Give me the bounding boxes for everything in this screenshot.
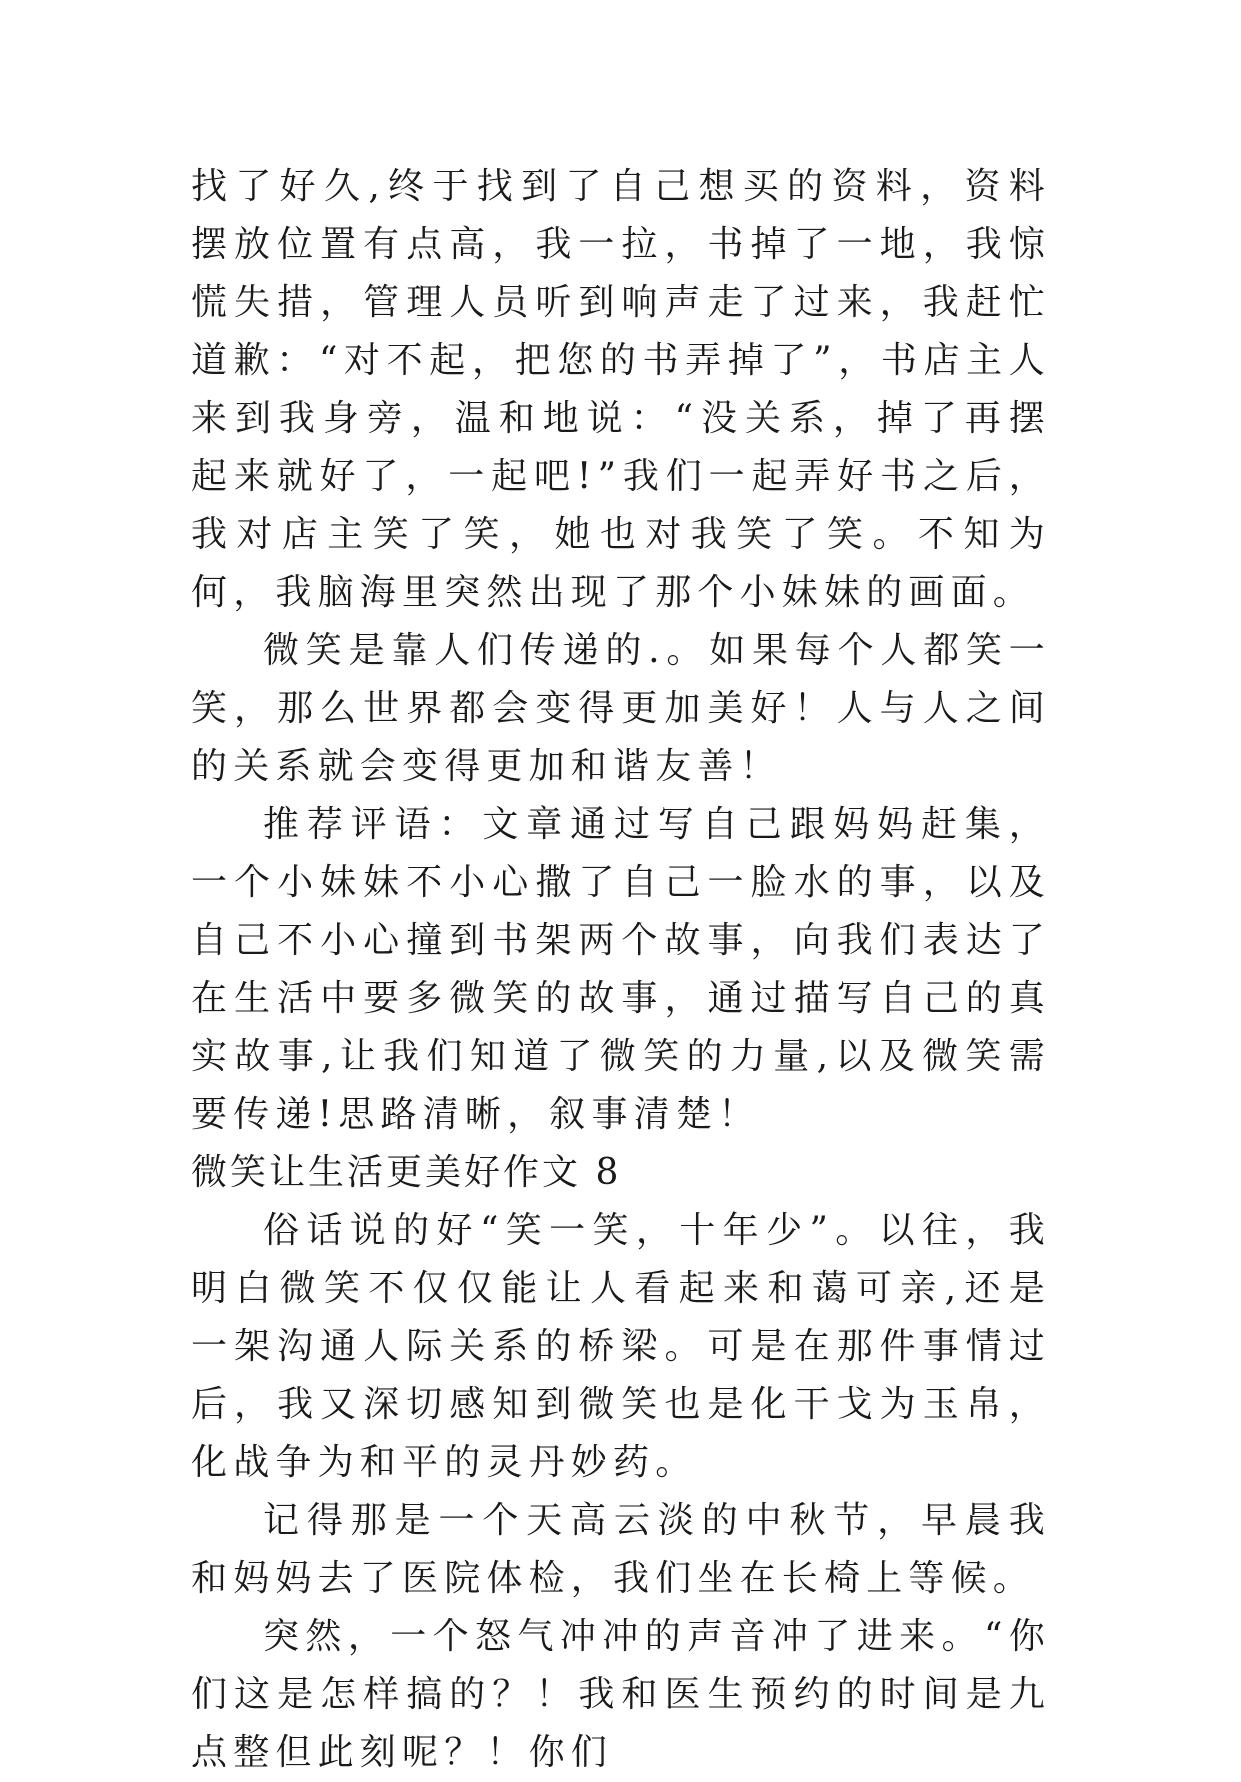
document-body — [191, 158, 1051, 1782]
paragraph-recommendation: 推荐评语：文章通过写自己跟妈妈赶集，一个小妹妹不小心撒了自己一脸水的事，以及自己不小心撞到书架两个故事，向我们表达了在生活中要多微笑的故事，通过描写自己的真实故事,让我们知道了微笑的力量,以及微笑需要传递!思路清晰，叙事清楚！ — [191, 804, 1051, 1135]
paragraph-proverb: 俗话说的好“笑一笑，十年少”。以往，我明白微笑不仅仅能让人看起来和蔼可亲,还是一架沟通人际关系的桥梁。可是在那件事情过后，我又深切感知到微笑也是化干戈为玉帛，化战争为和平的灵丹妙药。 — [191, 1210, 1051, 1483]
paragraph-angry-voice: 突然，一个怒气冲冲的声音冲了进来。“你们这是怎样搞的？！我和医生预约的时间是九点整但此刻呢？！你们 — [191, 1616, 1051, 1773]
paragraph-smile-passed-on: 微笑是靠人们传递的.。如果每个人都笑一笑，那么世界都会变得更加美好！人与人之间的关系就会变得更加和谐友善！ — [191, 630, 1051, 787]
paragraph-mid-autumn: 记得那是一个天高云淡的中秋节，早晨我和妈妈去了医院体检，我们坐在长椅上等候。 — [191, 1500, 1051, 1599]
paragraph-bookstore: 找了好久,终于找到了自己想买的资料，资料摆放位置有点高，我一拉，书掉了一地，我惊慌失措，管理人员听到响声走了过来，我赶忙道歉：“对不起，把您的书弄掉了”，书店主人来到我身旁，温和地说：“没关系，掉了再摆起来就好了，一起吧!”我们一起弄好书之后，我对店主笑了笑，她也对我笑了笑。不知为何，我脑海里突然出现了那个小妹妹的画面。 — [191, 166, 1051, 613]
section-title: 微笑让生活更美好作文 8 — [191, 1152, 622, 1193]
